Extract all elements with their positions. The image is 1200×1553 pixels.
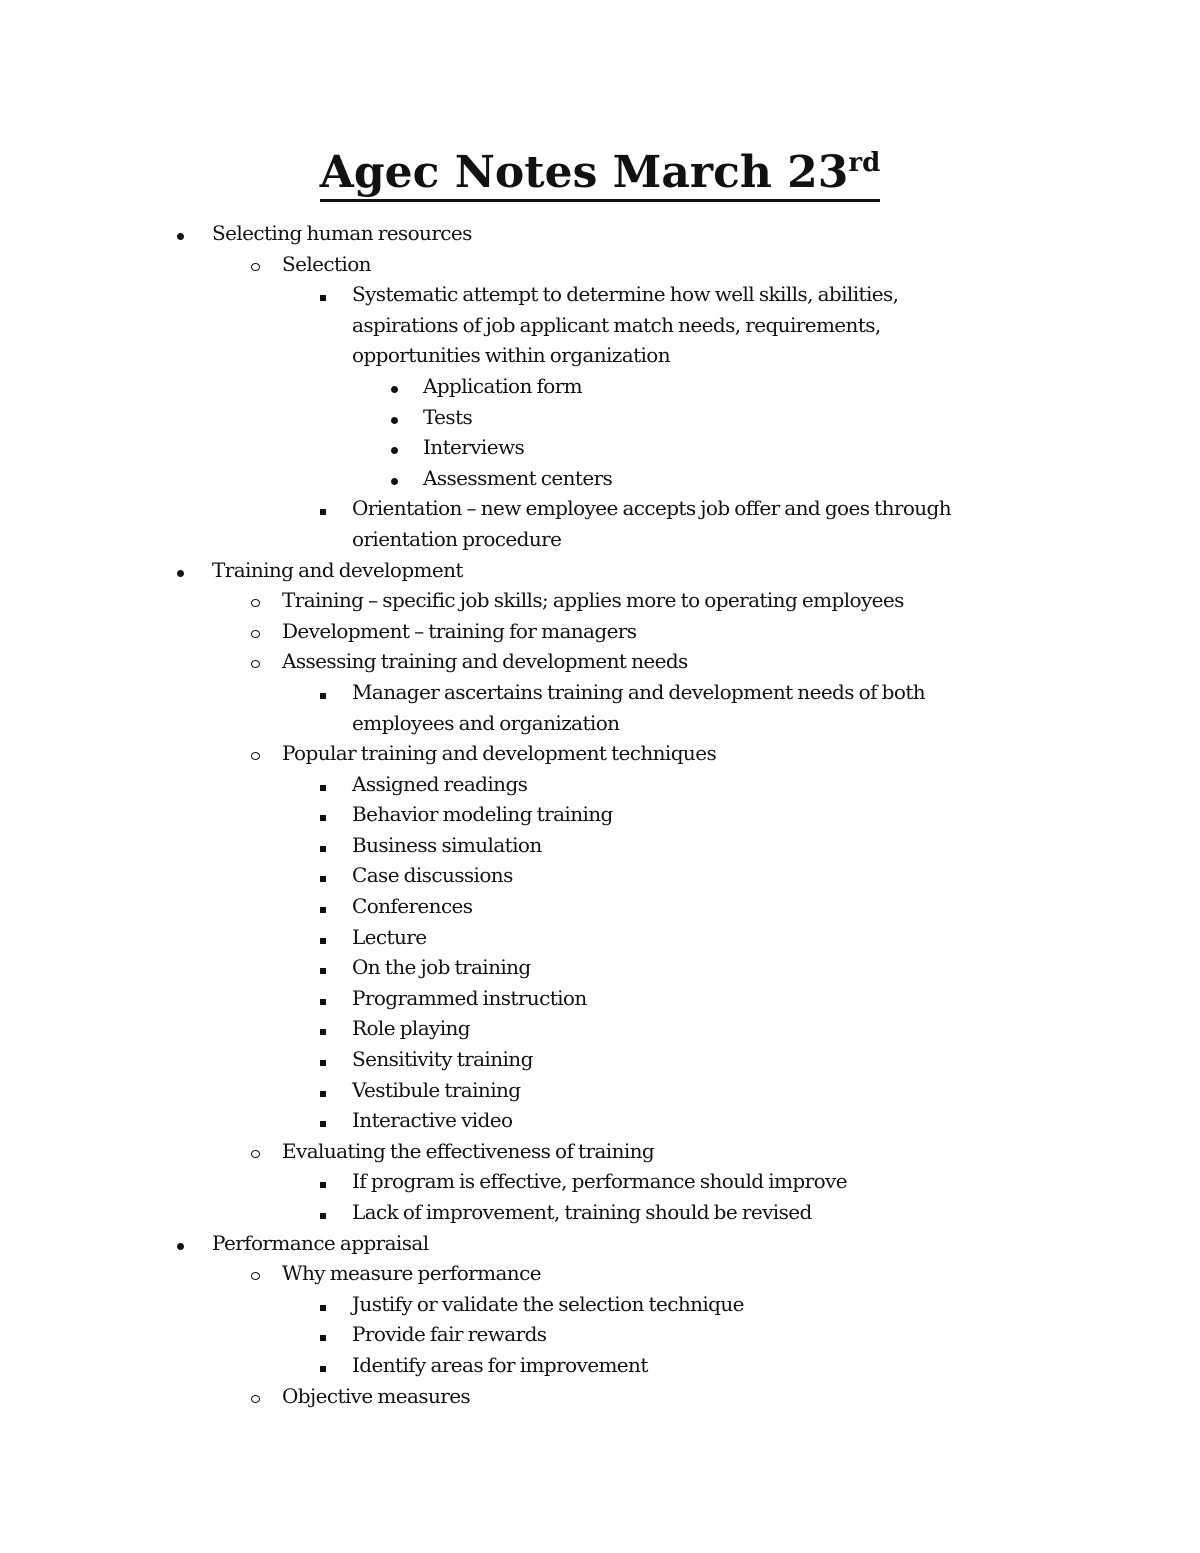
title-text: Agec Notes March 23 xyxy=(319,147,849,198)
outline-item-text: Assigned readings xyxy=(352,771,528,796)
outline-item xyxy=(0,646,1200,677)
outline-item xyxy=(0,1350,1200,1381)
outline-item xyxy=(0,891,1200,922)
bullet-dot-icon xyxy=(170,218,190,249)
outline-item-text: Behavior modeling training xyxy=(352,802,613,827)
bullet-dot-icon xyxy=(170,1228,190,1259)
outline-item-text: Case discussions xyxy=(352,863,513,888)
outline-item-text: Interviews xyxy=(423,435,525,460)
outline-item-text: aspirations of job applicant match needs, requirements, xyxy=(352,312,881,337)
outline-item xyxy=(0,1044,1200,1075)
outline-item-text: Evaluating the effectiveness of training xyxy=(282,1138,655,1163)
outline-item xyxy=(0,1319,1200,1350)
bullet-dot-icon xyxy=(384,402,404,433)
outline-item-text: Why measure performance xyxy=(282,1261,541,1286)
bullet-square-icon xyxy=(313,983,333,1014)
title-underlined xyxy=(320,147,881,202)
bullet-circle-icon xyxy=(245,616,265,647)
bullet-square-icon xyxy=(313,1013,333,1044)
outline-item-text: Training and development xyxy=(212,557,463,582)
outline-item-text: Popular training and development techniques xyxy=(282,741,717,766)
outline-item xyxy=(0,799,1200,830)
outline-item-text: Programmed instruction xyxy=(352,985,587,1010)
outline-item xyxy=(0,1228,1200,1259)
outline-item xyxy=(0,738,1200,769)
bullet-dot-icon xyxy=(384,463,404,494)
outline-item-text: Role playing xyxy=(352,1016,470,1041)
outline-item xyxy=(0,555,1200,586)
outline-item-continuation xyxy=(0,524,1200,555)
outline-item-text: Justify or validate the selection technique xyxy=(352,1291,744,1316)
outline-item xyxy=(0,769,1200,800)
bullet-square-icon xyxy=(313,952,333,983)
outline-item xyxy=(0,1013,1200,1044)
outline-item-text: Sensitivity training xyxy=(352,1047,533,1072)
bullet-circle-icon xyxy=(245,1258,265,1289)
outline-item xyxy=(0,952,1200,983)
outline-item-text: opportunities within organization xyxy=(352,343,671,368)
bullet-square-icon xyxy=(313,1105,333,1136)
outline-item xyxy=(0,585,1200,616)
outline-item-text: Lack of improvement, training should be revised xyxy=(352,1200,812,1224)
outline-item-text: Objective measures xyxy=(282,1383,471,1408)
outline-item xyxy=(0,616,1200,647)
outline-item-text: Tests xyxy=(423,404,473,429)
outline-item-text: Training – specific job skills; applies more to operating employees xyxy=(282,588,904,613)
outline-item xyxy=(0,983,1200,1014)
outline-item xyxy=(0,922,1200,953)
outline-item-text: Lecture xyxy=(352,924,427,949)
bullet-dot-icon xyxy=(170,555,190,586)
bullet-circle-icon xyxy=(245,646,265,677)
outline-item xyxy=(0,493,1200,524)
bullet-square-icon xyxy=(313,922,333,953)
bullet-square-icon xyxy=(313,1350,333,1381)
bullet-dot-icon xyxy=(384,432,404,463)
outline-item xyxy=(0,371,1200,402)
bullet-square-icon xyxy=(313,1075,333,1106)
outline-item xyxy=(0,1258,1200,1289)
outline-item-text: Provide fair rewards xyxy=(352,1322,547,1347)
outline-item xyxy=(0,249,1200,280)
outline-item-text: Selecting human resources xyxy=(212,221,472,245)
outline-item xyxy=(0,463,1200,494)
bullet-square-icon xyxy=(313,1197,333,1228)
outline-item-text: Assessing training and development needs xyxy=(282,649,688,674)
outline-item-text: Development – training for managers xyxy=(282,618,637,643)
outline-item xyxy=(0,1166,1200,1197)
outline-item-text: Assessment centers xyxy=(423,465,613,490)
outline-item-text: Orientation – new employee accepts job offer and goes through xyxy=(352,496,952,521)
outline-item-text: On the job training xyxy=(352,955,531,980)
bullet-dot-icon xyxy=(384,371,404,402)
bullet-square-icon xyxy=(313,891,333,922)
outline-item-text: orientation procedure xyxy=(352,526,562,551)
outline-item xyxy=(0,279,1200,310)
outline-item-text: Conferences xyxy=(352,894,473,919)
outline-item xyxy=(0,1381,1200,1412)
outline-item-text: Selection xyxy=(282,251,371,276)
bullet-square-icon xyxy=(313,1319,333,1350)
outline-item xyxy=(0,1105,1200,1136)
outline-item-text: Identify areas for improvement xyxy=(352,1352,648,1377)
outline-item-text: Performance appraisal xyxy=(212,1230,429,1255)
outline-item xyxy=(0,1289,1200,1320)
notes-outline xyxy=(0,218,1200,1411)
bullet-square-icon xyxy=(313,830,333,861)
bullet-square-icon xyxy=(313,279,333,310)
bullet-square-icon xyxy=(313,1166,333,1197)
bullet-square-icon xyxy=(313,1289,333,1320)
title-superscript: rd xyxy=(848,148,881,178)
outline-item-text: Interactive video xyxy=(352,1108,513,1133)
outline-item xyxy=(0,1075,1200,1106)
bullet-circle-icon xyxy=(245,738,265,769)
bullet-square-icon xyxy=(313,769,333,800)
outline-item xyxy=(0,1197,1200,1228)
bullet-circle-icon xyxy=(245,1381,265,1412)
outline-item-text: Vestibule training xyxy=(352,1077,521,1102)
outline-item xyxy=(0,830,1200,861)
outline-item xyxy=(0,860,1200,891)
bullet-circle-icon xyxy=(245,585,265,616)
bullet-circle-icon xyxy=(245,249,265,280)
outline-item xyxy=(0,218,1200,249)
outline-item-continuation xyxy=(0,340,1200,371)
outline-item xyxy=(0,432,1200,463)
page-title xyxy=(0,143,1200,203)
outline-item xyxy=(0,402,1200,433)
bullet-square-icon xyxy=(313,493,333,524)
outline-item-continuation xyxy=(0,708,1200,739)
outline-item-text: Systematic attempt to determine how well skills, abilities, xyxy=(352,282,899,307)
outline-item-text: If program is effective, performance should improve xyxy=(352,1169,847,1194)
bullet-square-icon xyxy=(313,1044,333,1075)
bullet-square-icon xyxy=(313,860,333,891)
bullet-square-icon xyxy=(313,677,333,708)
outline-item-text: Application form xyxy=(423,373,583,398)
bullet-circle-icon xyxy=(245,1136,265,1167)
outline-item-continuation xyxy=(0,310,1200,341)
outline-item-text: Manager ascertains training and development needs of both xyxy=(352,679,926,704)
outline-item xyxy=(0,677,1200,708)
outline-item-text: employees and organization xyxy=(352,710,620,735)
bullet-square-icon xyxy=(313,799,333,830)
outline-item-text: Business simulation xyxy=(352,832,542,857)
outline-item xyxy=(0,1136,1200,1167)
